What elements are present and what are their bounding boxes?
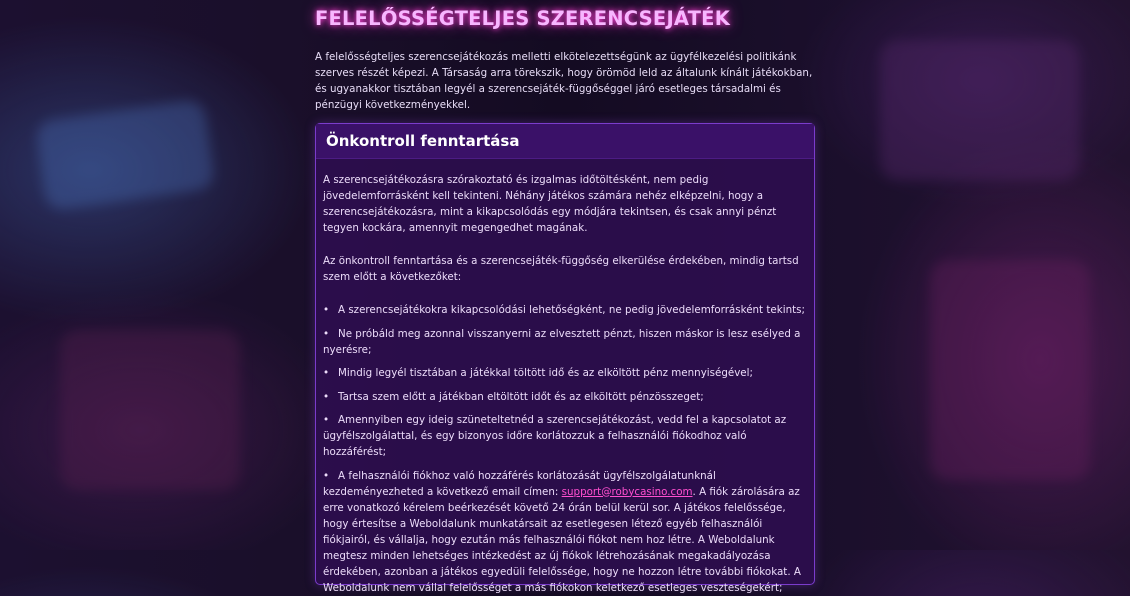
list-item <box>323 389 807 405</box>
list-item-text: Mindig legyél tisztában a játékkal töltött idő és az elköltött pénz mennyiségével; <box>338 367 753 379</box>
bullet-icon: • <box>323 367 330 379</box>
background-decor <box>35 99 216 212</box>
bullet-icon: • <box>323 414 330 426</box>
list-item <box>323 468 807 596</box>
list-item <box>323 326 807 358</box>
list-item <box>323 412 807 460</box>
bullet-icon: • <box>323 327 330 340</box>
list-item-text: Amennyiben egy ideig szüneteltetnéd a szerencsejátékozást, vedd fel a kapcsolatot az ügyfélszolgálattal, és egy bizonyos időre korlátozzuk a felhasználói fiókodhoz való hozzáférést; <box>323 414 787 458</box>
bullet-icon: • <box>323 390 330 403</box>
list-item <box>323 365 807 381</box>
support-email-link[interactable]: support@robycasino.com <box>561 485 693 498</box>
background-decor <box>880 40 1080 180</box>
card-paragraph: Az önkontroll fenntartása és a szerencsejáték-függőség elkerülése érdekében, mindig tartsd szem előtt a következőket: <box>323 255 799 283</box>
list-item-text: Tartsa szem előtt a játékban eltöltött időt és az elköltött pénzösszeget; <box>338 390 704 403</box>
background-decor <box>930 260 1090 480</box>
card-header <box>316 124 814 159</box>
card-body <box>316 159 814 596</box>
card-paragraph: A szerencsejátékozásra szórakoztató és izgalmas időtöltésként, nem pedig jövedelemforrásként kell tekinteni. Néhány játékos számára nehéz elképzelni, hogy a szerencsejátékozásra, mint a kikapcsolódás egy módjára tekintsen, és csak annyi pénzt tegyen kockára, amennyit megengedhet magának. <box>323 174 777 234</box>
page-title: FELELŐSSÉGTELJES SZERENCSEJÁTÉK <box>315 7 731 30</box>
advice-list <box>323 302 807 596</box>
bullet-icon: • <box>323 469 330 482</box>
bullet-icon: • <box>323 304 330 316</box>
background-decor <box>60 330 240 490</box>
list-item <box>323 302 807 318</box>
self-control-card <box>315 123 815 594</box>
list-item-text: A felhasználói fiókhoz való hozzáférés korlátozását ügyfélszolgálatunknál kezdeményezheted a következő email címen: <box>323 469 716 498</box>
card-title: Önkontroll fenntartása <box>326 132 520 150</box>
list-item-text: . A fiók zárolására az erre vonatkozó kérelem beérkezését követő 24 órán belül kerül sor. A játékos felelőssége, hogy értesítse a Weboldalunk munkatársait az esetlegesen létező egyéb felhasználói fiókjairól, és vállalja, hogy ezután más felhasználói fiókot nem hoz létre. A Weboldalunk megtesz minden lehetséges intézkedést az új fiókok létrehozásának megakadályozása érdekében, azonban a játékos egyedüli felelőssége, hogy ne hozzon létre további fiókokat. A Weboldalunk nem vállal felelősséget a más fiókokon keletkező esetleges veszteségekért; <box>323 485 801 594</box>
list-item-text: Ne próbáld meg azonnal visszanyerni az elvesztett pénzt, hiszen máskor is lesz esélyed a nyerésre; <box>323 327 801 356</box>
intro-paragraph: A felelősségteljes szerencsejátékozás melletti elkötelezettségünk az ügyfélkezelési politikánk szerves részét képezi. A Társaság arra törekszik, hogy örömöd leld az általunk kínált játékokban, és ugyanakkor tisztában legyél a szerencsejáték-függőséggel járó esetleges társadalmi és pénzügyi következményekkel. <box>315 51 813 111</box>
list-item-text: A szerencsejátékokra kikapcsolódási lehetőségként, ne pedig jövedelemforrásként tekints; <box>338 304 805 316</box>
